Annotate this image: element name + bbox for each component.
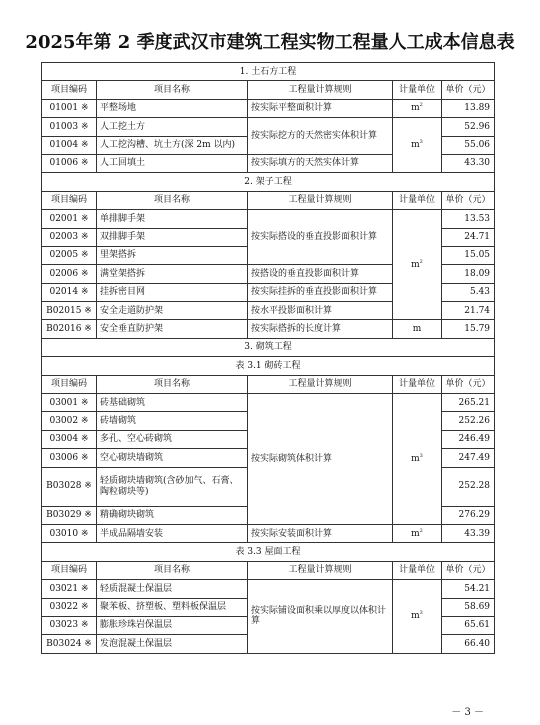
header-name: 项目名称 bbox=[97, 191, 248, 209]
item-rule: 按实际铺设面积乘以厚度以体积计算 bbox=[248, 580, 393, 654]
item-price: 15.79 bbox=[442, 320, 495, 338]
item-name: 轻质混凝土保温层 bbox=[97, 580, 248, 598]
section-title-earthwork: 1. 土石方工程 bbox=[42, 63, 495, 81]
header-code: 项目编码 bbox=[42, 375, 97, 393]
table-row bbox=[42, 524, 495, 542]
page-title: 2025年第 2 季度武汉市建筑工程实物工程量人工成本信息表 bbox=[25, 32, 515, 53]
header-row bbox=[42, 81, 495, 99]
item-code: 01004 ※ bbox=[42, 136, 97, 154]
item-price: 65.61 bbox=[442, 616, 495, 634]
item-price: 265.21 bbox=[442, 394, 495, 412]
item-name: 精确砌块砌筑 bbox=[97, 506, 248, 524]
item-rule: 按搭设的垂直投影面积计算 bbox=[248, 265, 393, 283]
item-rule: 按实际安装面积计算 bbox=[248, 524, 393, 542]
item-rule: 按实际挂拆的垂直投影面积计算 bbox=[248, 283, 393, 301]
item-code: 01001 ※ bbox=[42, 99, 97, 117]
item-price: 5.43 bbox=[442, 283, 495, 301]
item-code: B02016 ※ bbox=[42, 320, 97, 338]
item-code: 03023 ※ bbox=[42, 616, 97, 634]
item-name: 砖墙砌筑 bbox=[97, 412, 248, 430]
header-unit: 计量单位 bbox=[393, 191, 442, 209]
item-code: 03006 ※ bbox=[42, 449, 97, 467]
item-unit: $m^3$ bbox=[393, 118, 442, 173]
item-name: 发泡混凝土保温层 bbox=[97, 635, 248, 653]
item-price: 43.30 bbox=[442, 154, 495, 172]
header-rule: 工程量计算规则 bbox=[248, 375, 393, 393]
item-unit: $m^2$ bbox=[393, 524, 442, 542]
item-price: 246.49 bbox=[442, 430, 495, 448]
header-row bbox=[42, 375, 495, 393]
item-price: 52.96 bbox=[442, 118, 495, 136]
item-code: 03004 ※ bbox=[42, 430, 97, 448]
header-price: 单价（元） bbox=[442, 191, 495, 209]
item-name: 轻质砌块墙砌筑(含砂加气、石膏、陶粒砌块等) bbox=[97, 467, 248, 506]
item-code: 03021 ※ bbox=[42, 580, 97, 598]
item-unit: $m^2$ bbox=[393, 210, 442, 320]
item-code: 02005 ※ bbox=[42, 246, 97, 264]
item-code: B03028 ※ bbox=[42, 467, 97, 506]
item-price: 55.06 bbox=[442, 136, 495, 154]
item-rule: 按实际填方的天然实体计算 bbox=[248, 154, 393, 172]
item-code: 02001 ※ bbox=[42, 210, 97, 228]
subsection-title-roof: 表 3.3 屋面工程 bbox=[42, 543, 495, 561]
item-code: B02015 ※ bbox=[42, 302, 97, 320]
item-name: 人工回填土 bbox=[97, 154, 248, 172]
item-rule: 按实际挖方的天然密实体积计算 bbox=[248, 118, 393, 155]
item-name: 安全垂直防护架 bbox=[97, 320, 248, 338]
item-unit: $m^3$ bbox=[393, 580, 442, 654]
item-name: 单排脚手架 bbox=[97, 210, 248, 228]
item-name: 聚苯板、挤塑板、塑料板保温层 bbox=[97, 598, 248, 616]
item-rule: 按实际搭设的垂直投影面积计算 bbox=[248, 210, 393, 265]
item-code: 03010 ※ bbox=[42, 524, 97, 542]
item-code: 03001 ※ bbox=[42, 394, 97, 412]
item-unit: $m^3$ bbox=[393, 394, 442, 525]
item-name: 膨胀珍珠岩保温层 bbox=[97, 616, 248, 634]
page-number: － 3 － bbox=[451, 707, 484, 718]
item-price: 18.09 bbox=[442, 265, 495, 283]
header-price: 单价（元） bbox=[442, 81, 495, 99]
item-code: 02014 ※ bbox=[42, 283, 97, 301]
item-code: 01003 ※ bbox=[42, 118, 97, 136]
subsection-title-brick: 表 3.1 砌砖工程 bbox=[42, 357, 495, 375]
item-price: 276.29 bbox=[442, 506, 495, 524]
item-price: 21.74 bbox=[442, 302, 495, 320]
section-title-masonry: 3. 砌筑工程 bbox=[42, 338, 495, 356]
item-name: 满堂架搭拆 bbox=[97, 265, 248, 283]
header-unit: 计量单位 bbox=[393, 81, 442, 99]
header-code: 项目编码 bbox=[42, 81, 97, 99]
item-code: 03022 ※ bbox=[42, 598, 97, 616]
item-code: B03029 ※ bbox=[42, 506, 97, 524]
item-price: 13.89 bbox=[442, 99, 495, 117]
item-name: 砖基础砌筑 bbox=[97, 394, 248, 412]
header-row bbox=[42, 561, 495, 579]
item-price: 24.71 bbox=[442, 228, 495, 246]
table-row bbox=[42, 118, 495, 136]
item-unit: $m^2$ bbox=[393, 99, 442, 117]
item-name: 半成品隔墙安装 bbox=[97, 524, 248, 542]
table-row bbox=[42, 580, 495, 598]
item-price: 252.26 bbox=[442, 412, 495, 430]
item-rule: 按实际砌筑体积计算 bbox=[248, 394, 393, 525]
header-price: 单价（元） bbox=[442, 561, 495, 579]
header-unit: 计量单位 bbox=[393, 375, 442, 393]
header-name: 项目名称 bbox=[97, 375, 248, 393]
item-price: 54.21 bbox=[442, 580, 495, 598]
item-name: 人工挖土方 bbox=[97, 118, 248, 136]
item-name: 空心砌块墙砌筑 bbox=[97, 449, 248, 467]
item-name: 里架搭拆 bbox=[97, 246, 248, 264]
item-price: 247.49 bbox=[442, 449, 495, 467]
item-name: 双排脚手架 bbox=[97, 228, 248, 246]
header-rule: 工程量计算规则 bbox=[248, 81, 393, 99]
header-name: 项目名称 bbox=[97, 561, 248, 579]
table-row bbox=[42, 320, 495, 338]
table-row bbox=[42, 99, 495, 117]
item-name: 平整场地 bbox=[97, 99, 248, 117]
item-unit: m bbox=[393, 320, 442, 338]
item-price: 43.39 bbox=[442, 524, 495, 542]
item-price: 58.69 bbox=[442, 598, 495, 616]
header-price: 单价（元） bbox=[442, 375, 495, 393]
item-rule: 按实际平整面积计算 bbox=[248, 99, 393, 117]
item-price: 13.53 bbox=[442, 210, 495, 228]
header-rule: 工程量计算规则 bbox=[248, 561, 393, 579]
item-code: 03002 ※ bbox=[42, 412, 97, 430]
header-unit: 计量单位 bbox=[393, 561, 442, 579]
item-rule: 按实际搭拆的长度计算 bbox=[248, 320, 393, 338]
section-title-scaffolding: 2. 架子工程 bbox=[42, 173, 495, 191]
table-row bbox=[42, 394, 495, 412]
item-name: 人工挖沟槽、坑土方(深 2m 以内) bbox=[97, 136, 248, 154]
cost-info-table bbox=[41, 62, 495, 654]
header-code: 项目编码 bbox=[42, 561, 97, 579]
item-name: 挂拆密目网 bbox=[97, 283, 248, 301]
item-code: 01006 ※ bbox=[42, 154, 97, 172]
item-code: B03024 ※ bbox=[42, 635, 97, 653]
table-row bbox=[42, 210, 495, 228]
item-price: 66.40 bbox=[442, 635, 495, 653]
header-rule: 工程量计算规则 bbox=[248, 191, 393, 209]
item-rule: 按水平投影面积计算 bbox=[248, 302, 393, 320]
item-code: 02006 ※ bbox=[42, 265, 97, 283]
item-name: 安全走道防护架 bbox=[97, 302, 248, 320]
header-code: 项目编码 bbox=[42, 191, 97, 209]
item-code: 02003 ※ bbox=[42, 228, 97, 246]
item-price: 15.05 bbox=[442, 246, 495, 264]
header-row bbox=[42, 191, 495, 209]
item-price: 252.28 bbox=[442, 467, 495, 506]
item-name: 多孔、空心砖砌筑 bbox=[97, 430, 248, 448]
header-name: 项目名称 bbox=[97, 81, 248, 99]
